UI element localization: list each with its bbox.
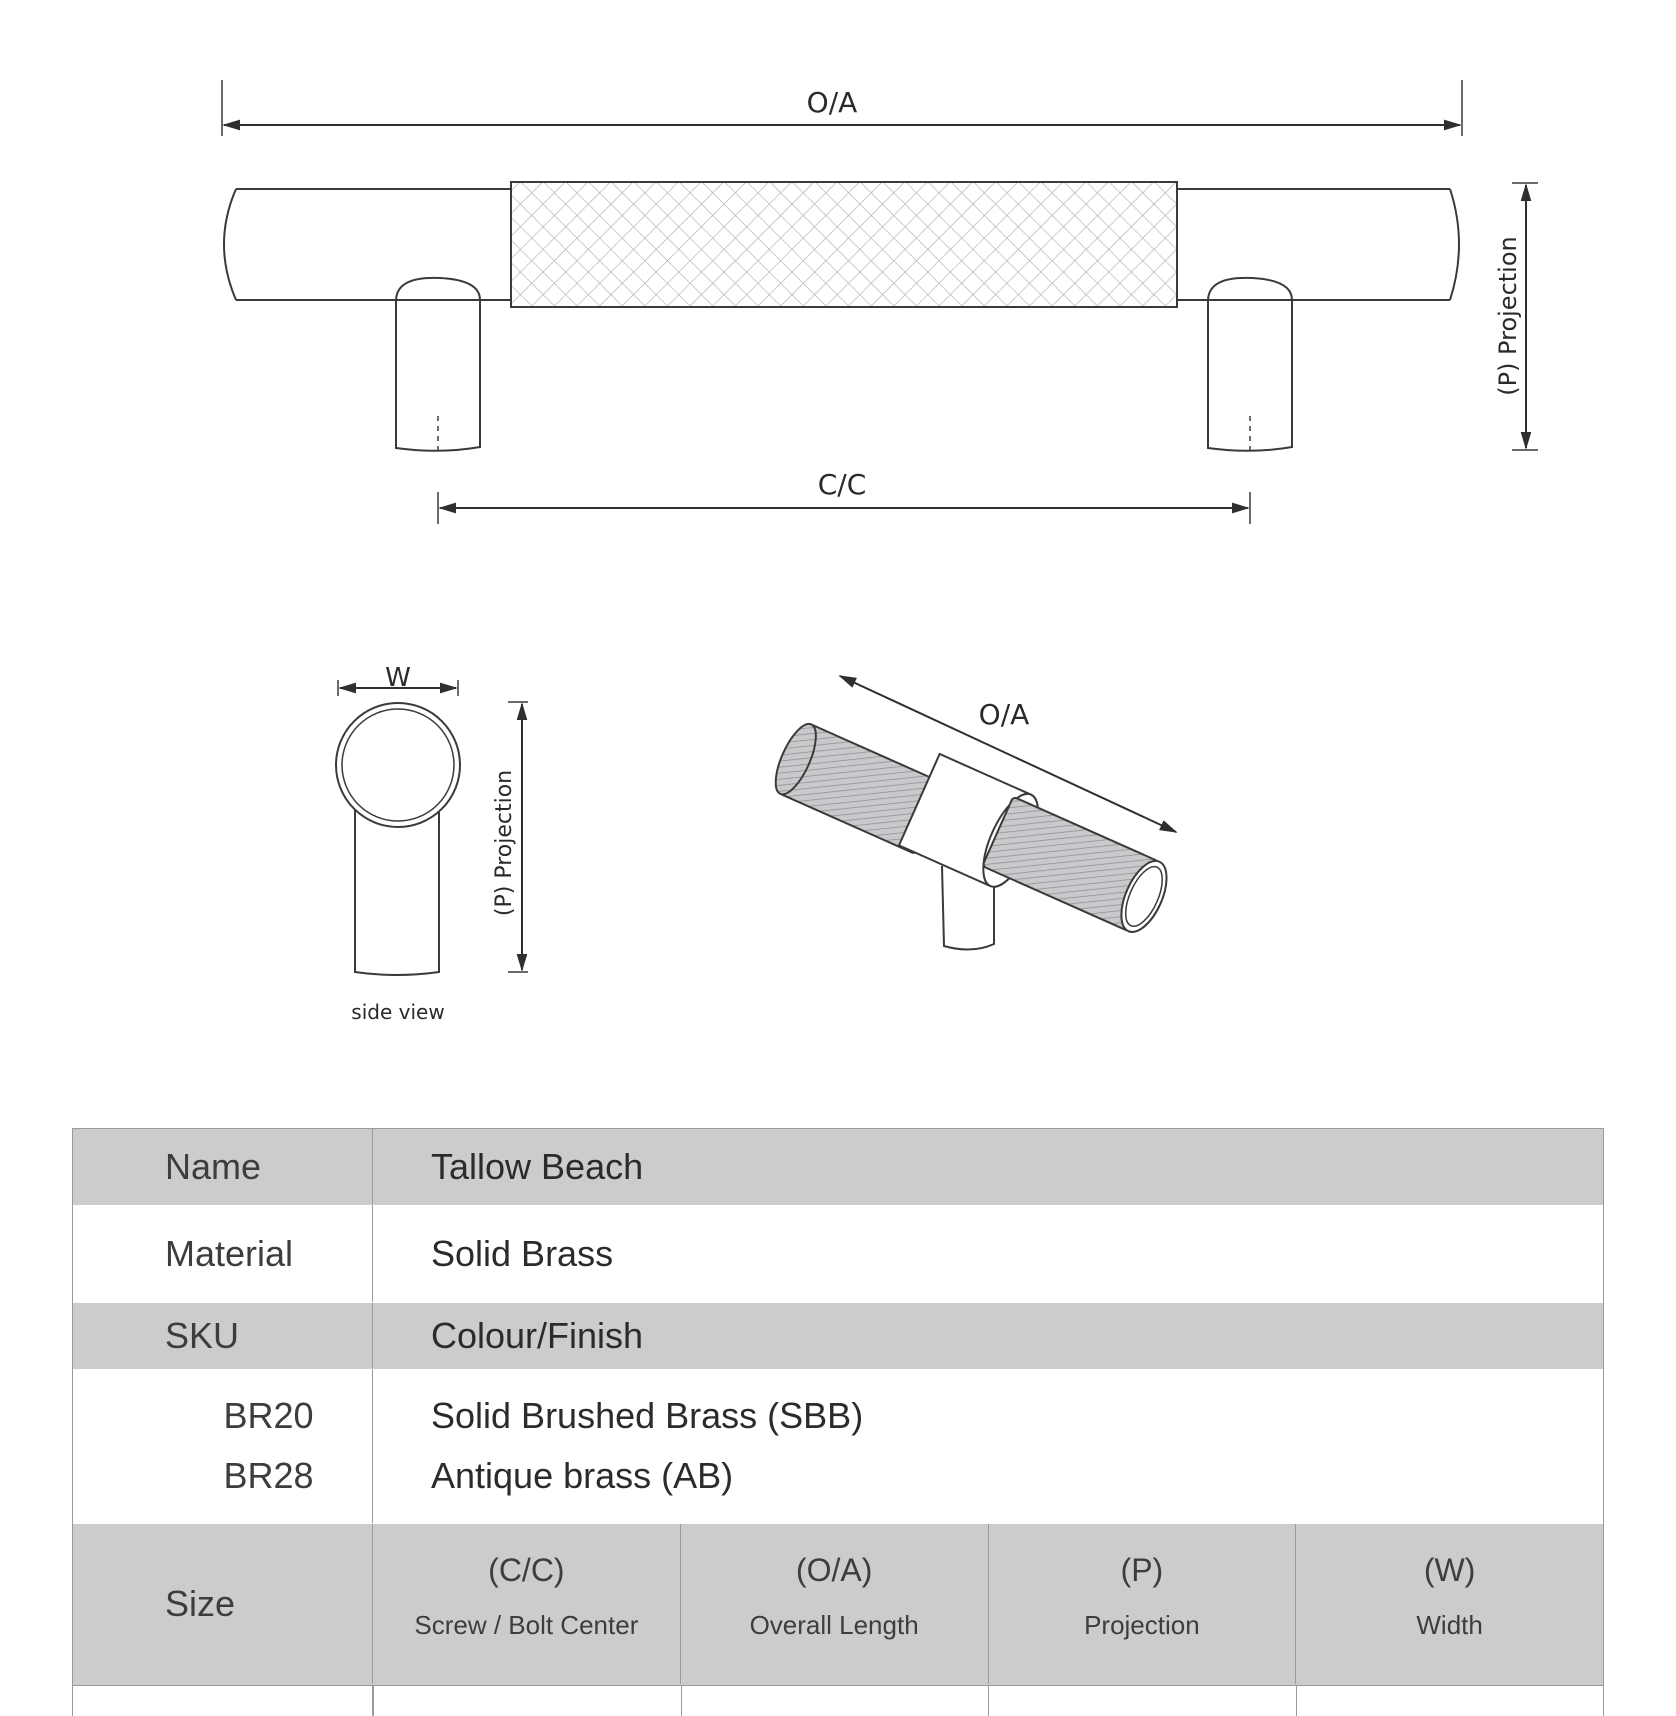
w-label: W bbox=[385, 663, 411, 693]
size-abbr: (W) bbox=[1423, 1552, 1476, 1588]
size-col-w bbox=[1295, 1524, 1603, 1684]
size-label: Size bbox=[73, 1524, 373, 1684]
sku-value: Colour/Finish bbox=[431, 1314, 644, 1356]
side-view-caption: side view bbox=[351, 1000, 445, 1024]
material-label: Material bbox=[73, 1205, 373, 1302]
side-proj-label: (P) Projection bbox=[492, 769, 517, 917]
spec-table bbox=[72, 1128, 1604, 1716]
spec-row-codes bbox=[73, 1369, 1603, 1524]
spec-row-size-values-cropped bbox=[73, 1685, 1603, 1716]
side-view bbox=[336, 663, 528, 1024]
finish-name: Solid Brushed Brass (SBB) bbox=[431, 1395, 864, 1436]
size-abbr: (O/A) bbox=[795, 1552, 873, 1588]
spec-row-material bbox=[73, 1205, 1603, 1303]
cropped-cell bbox=[373, 1686, 681, 1716]
cropped-cell bbox=[73, 1686, 373, 1716]
oa-label: O/A bbox=[806, 86, 858, 119]
sku-code: BR28 bbox=[223, 1455, 314, 1496]
size-desc: Overall Length bbox=[749, 1610, 919, 1640]
top-view bbox=[222, 80, 1538, 524]
side-bar-outer bbox=[336, 703, 460, 827]
spec-row-sku bbox=[73, 1303, 1603, 1369]
sku-codes bbox=[73, 1369, 373, 1523]
size-abbr: (C/C) bbox=[488, 1552, 565, 1588]
post-right bbox=[1208, 278, 1292, 451]
spec-row-size bbox=[73, 1524, 1603, 1685]
proj-label: (P) Projection bbox=[1494, 236, 1522, 396]
finish-list bbox=[373, 1369, 1603, 1523]
material-value: Solid Brass bbox=[431, 1232, 614, 1274]
cc-label: C/C bbox=[817, 468, 867, 501]
size-col-cc bbox=[373, 1524, 680, 1684]
name-label: Name bbox=[73, 1129, 373, 1204]
cropped-cell bbox=[681, 1686, 989, 1716]
finish-name: Antique brass (AB) bbox=[431, 1455, 734, 1496]
sku-code: BR20 bbox=[223, 1395, 314, 1436]
size-col-oa bbox=[680, 1524, 988, 1684]
cropped-cell bbox=[988, 1686, 1296, 1716]
size-desc: Projection bbox=[1084, 1610, 1200, 1640]
size-desc: Width bbox=[1416, 1610, 1483, 1640]
iso-oa-label: O/A bbox=[978, 698, 1030, 731]
sku-label: SKU bbox=[73, 1303, 373, 1368]
size-col-p bbox=[988, 1524, 1296, 1684]
name-value: Tallow Beach bbox=[431, 1145, 644, 1187]
size-columns bbox=[373, 1524, 1603, 1684]
post-left bbox=[396, 278, 480, 451]
size-abbr: (P) bbox=[1120, 1552, 1164, 1588]
size-desc: Screw / Bolt Center bbox=[414, 1610, 639, 1640]
cropped-cell bbox=[1296, 1686, 1604, 1716]
knurled-grip bbox=[511, 182, 1177, 307]
spec-row-name bbox=[73, 1129, 1603, 1205]
iso-view bbox=[768, 676, 1176, 950]
